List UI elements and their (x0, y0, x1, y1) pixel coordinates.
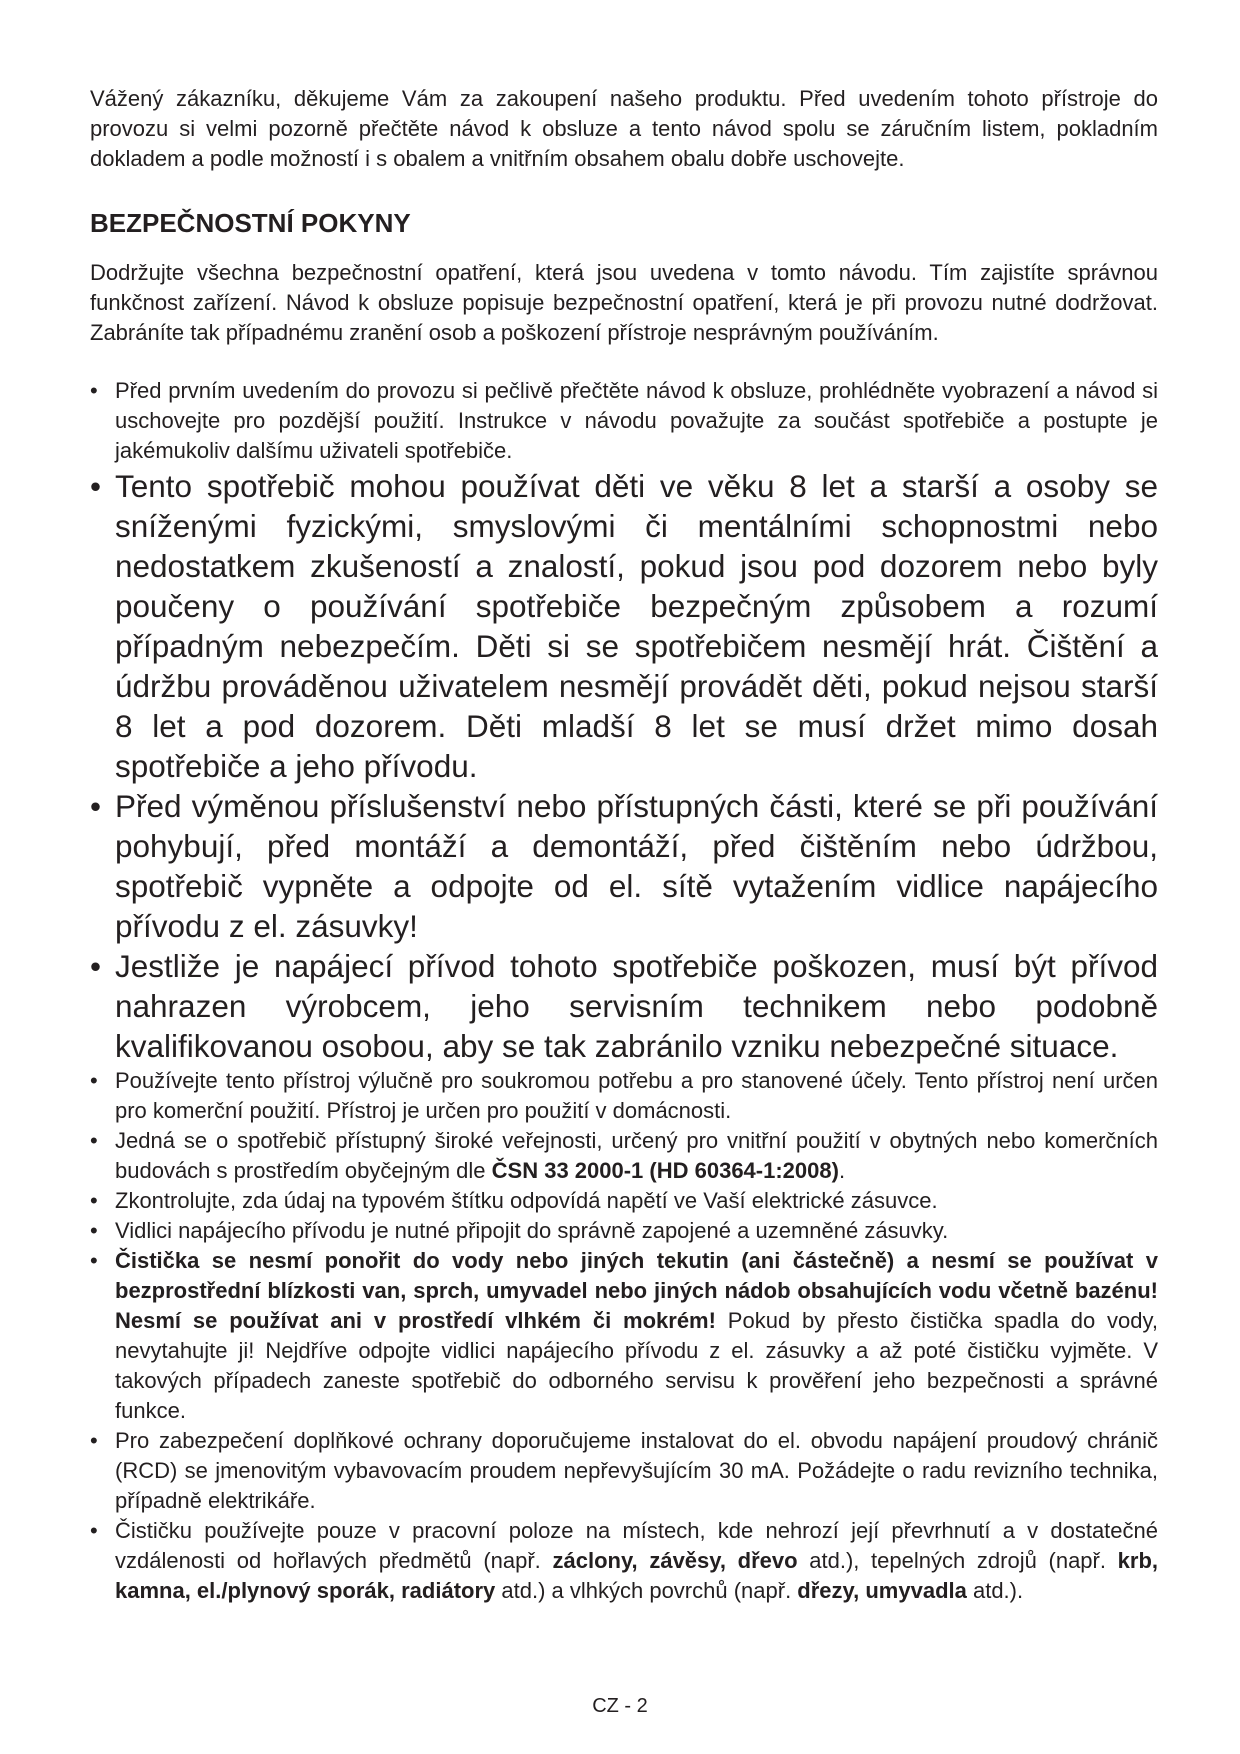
list-item: • Pro zabezpečení doplňkové ochrany doporučujeme instalovat do el. obvodu napájení proudový chránič (RCD) se jmenovitým vybavovacím proudem nepřevyšujícím 30 mA. Požádejte o radu revizního technika, případně elektrikáře. (90, 1426, 1158, 1516)
page-number: CZ - 2 (592, 1695, 648, 1717)
list-item: • Před prvním uvedením do provozu si pečlivě přečtěte návod k obsluze, prohlédněte vyobrazení a návod si uschovejte pro pozdější použití. Instrukce v návodu považujte za součást spotřebiče a postupte je jakémukoliv dalšímu uživateli spotřebiče. (90, 376, 1158, 466)
list-item: • Před výměnou příslušenství nebo přístupných části, které se při používání pohybují, před montáží a demontáží, před čištěním nebo údržbou, spotřebič vypněte a odpojte od el. sítě vytažením vidlice napájecího přívodu z el. zásuvky! (90, 786, 1158, 946)
safety-intro-paragraph: Dodržujte všechna bezpečnostní opatření, která jsou uvedena v tomto návodu. Tím zajistíte správnou funkčnost zařízení. Návod k obsluze popisuje bezpečnostní opatření, která je při provozu nutné dodržovat. Zabráníte tak případnému zranění osob a poškození přístroje nesprávným používáním. (90, 260, 1158, 345)
bold-examples: krb, kamna, el./plynový sporák, radiátory (115, 1548, 1159, 1603)
list-item (90, 1516, 1158, 1606)
list-item-text: Jedná se o spotřebič přístupný široké veřejnosti, určený pro vnitřní použití v obytných nebo komerčních budovách s prostředím obyčejným dle (115, 1128, 1158, 1183)
list-item-text: atd.) a vlhkých povrchů (např. (495, 1578, 798, 1603)
list-item (90, 1126, 1158, 1186)
standard-reference: ČSN 33 2000-1 (HD 60364-1:2008) (491, 1158, 839, 1183)
list-item-text: atd.), tepelných zdrojů (např. (797, 1548, 1118, 1573)
bold-examples: dřezy, umyvadla (797, 1578, 967, 1603)
list-item-text: Pokud by přesto čistička spadla do vody, nevytahujte ji! Nejdříve odpojte vidlici napájecího přívodu z el. zásuvky a až poté čističku vyjměte. V takových případech zaneste spotřebič do odborného servisu k prověření jeho bezpečnosti a správné funkce. (115, 1308, 1158, 1423)
section-heading: BEZPEČNOSTNÍ POKYNY (90, 208, 411, 238)
list-item: • Zkontrolujte, zda údaj na typovém štítku odpovídá napětí ve Vaší elektrické zásuvce. (90, 1186, 1158, 1216)
list-item: • Jestliže je napájecí přívod tohoto spotřebiče poškozen, musí být přívod nahrazen výrobcem, jeho servisním technikem nebo podobně kvalifikovanou osobou, aby se tak zabránilo vzniku nebezpečné situace. (90, 946, 1158, 1066)
bold-examples: záclony, závěsy, dřevo (552, 1548, 798, 1573)
list-item-text: Čističku používejte pouze v pracovní poloze na místech, kde nehrozí její převrhnutí a v dostatečné vzdálenosti od hořlavých předmětů (např. (115, 1518, 1158, 1573)
list-item: • Vidlici napájecího přívodu je nutné připojit do správně zapojené a uzemněné zásuvky. (90, 1216, 1158, 1246)
list-item: • Tento spotřebič mohou používat děti ve věku 8 let a starší a osoby se sníženými fyzickými, smyslovými či mentálními schopnostmi nebo nedostatkem zkušeností a znalostí, pokud jsou pod dozorem nebo byly poučeny o používání spotřebiče bezpečným způsobem a rozumí případným nebezpečím. Děti si se spotřebičem nesmějí hrát. Čištění a údržbu prováděnou uživatelem nesmějí provádět děti, pokud nejsou starší 8 let a pod dozorem. Děti mladší 8 let se musí držet mimo dosah spotřebiče a jeho přívodu. (90, 466, 1158, 786)
safety-list (90, 376, 1158, 1606)
list-item (90, 1246, 1158, 1426)
list-item-text: . (838, 1158, 846, 1183)
warning-bold-text: Čistička se nesmí ponořit do vody nebo jiných tekutin (ani částečně) a nesmí se používat v bezprostřední blízkosti van, sprch, umyvadel nebo jiných nádob obsahujících vodu včetně bazénu! Nesmí se používat ani v prostředí vlhkém či mokrém! (115, 1248, 1158, 1333)
list-item-text: atd.). (966, 1578, 1024, 1603)
document-page (90, 84, 1158, 1606)
intro-paragraph: Vážený zákazníku, děkujeme Vám za zakoupení našeho produktu. Před uvedením tohoto přístroje do provozu si velmi pozorně přečtěte návod k obsluze a tento návod spolu se záručním listem, pokladním dokladem a podle možností i s obalem a vnitřním obsahem obalu dobře uschovejte. (90, 86, 1158, 171)
list-item: • Používejte tento přístroj výlučně pro soukromou potřebu a pro stanovené účely. Tento přístroj není určen pro komerční použití. Přístroj je určen pro použití v domácnosti. (90, 1066, 1158, 1126)
